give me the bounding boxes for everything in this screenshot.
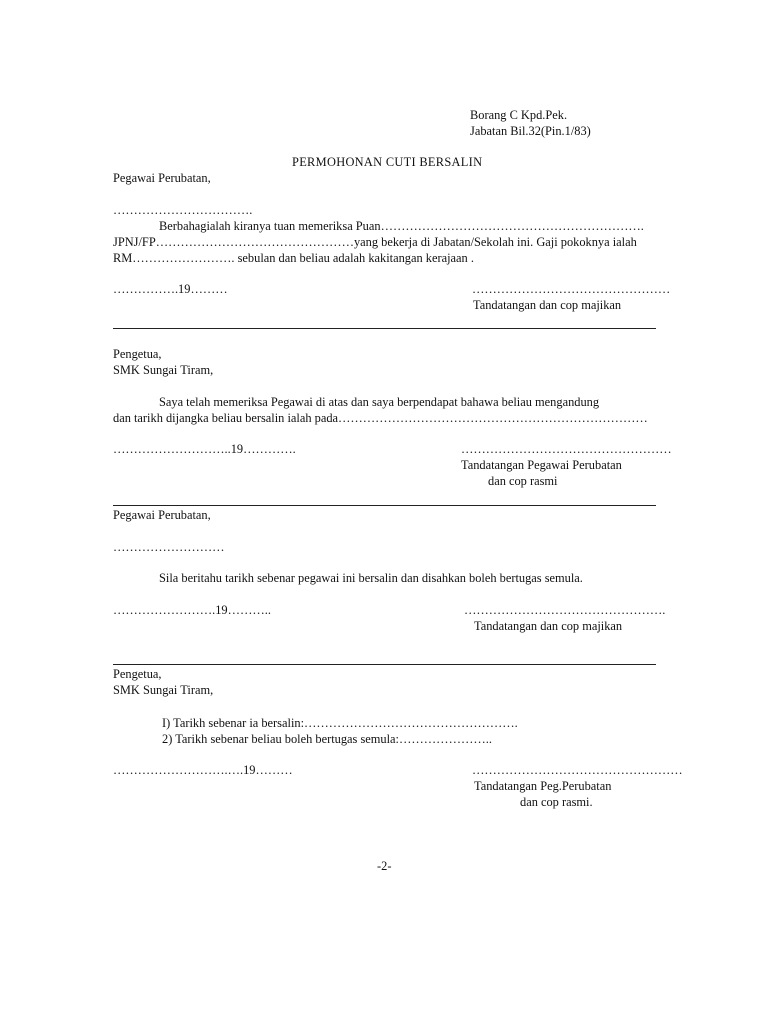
section2-addressee-line2: SMK Sungai Tiram, [113,363,214,377]
section1-signature-label: Tandatangan dan cop majikan [473,298,622,312]
section4-addressee-line1: Pengetua, [113,667,162,681]
section4-item-2: 2) Tarikh sebenar beliau boleh bertugas semula:………………….. [162,732,492,746]
section3-date-blank: …………………….19……….. [113,603,271,617]
section2-signature-label: Tandatangan Pegawai Perubatan [461,458,622,472]
section1-paragraph-line1: Berbahagialah kiranya tuan memeriksa Puan………………………………………………………. [159,219,644,233]
section1-name-blank: ……………………………. [113,203,253,217]
section4-signature-label: Tandatangan Peg.Perubatan [474,779,612,793]
page-number: -2- [377,859,392,873]
section4-signature-line: …………………………………………… [472,763,683,777]
section2-signature-line: …………………………………………… [461,442,672,456]
section1-addressee: Pegawai Perubatan, [113,171,211,185]
section2-signature-sublabel: dan cop rasmi [488,474,558,488]
section1-paragraph-line3: RM……………………. sebulan dan beliau adalah kakitangan kerajaan . [113,251,474,265]
section4-signature-sublabel: dan cop rasmi. [520,795,593,809]
section1-signature-line: ………………………………………… [472,282,671,296]
section1-date-blank: …………….19……… [113,282,228,296]
section3-signature-line: …………………………………………. [464,603,666,617]
section2-addressee-line1: Pengetua, [113,347,162,361]
section4-addressee-line2: SMK Sungai Tiram, [113,683,214,697]
section3-addressee: Pegawai Perubatan, [113,508,211,522]
section3-paragraph-line1: Sila beritahu tarikh sebenar pegawai ini bersalin dan disahkan boleh bertugas semula. [159,571,583,585]
divider-3 [113,664,656,665]
divider-1 [113,328,656,329]
section4-item-1: I) Tarikh sebenar ia bersalin:……………………………………………. [162,716,518,730]
page-title: PERMOHONAN CUTI BERSALIN [292,155,483,169]
divider-2 [113,505,656,506]
section3-signature-label: Tandatangan dan cop majikan [474,619,623,633]
section1-paragraph-line2: JPNJ/FP…………………………………………yang bekerja di Jabatan/Sekolah ini. Gaji pokoknya ialah [113,235,637,249]
form-code: Borang C Kpd.Pek. [470,108,568,122]
section3-name-blank: ……………………… [113,540,225,554]
section2-paragraph-line1: Saya telah memeriksa Pegawai di atas dan saya berpendapat bahawa beliau mengandung [159,395,600,409]
section2-paragraph-line2: dan tarikh dijangka beliau bersalin ialah pada………………………………………………………………… [113,411,648,425]
section2-date-blank: ………………………..19…………. [113,442,296,456]
form-reference: Jabatan Bil.32(Pin.1/83) [470,124,591,138]
section4-date-blank: ……………………….….19……… [113,763,293,777]
